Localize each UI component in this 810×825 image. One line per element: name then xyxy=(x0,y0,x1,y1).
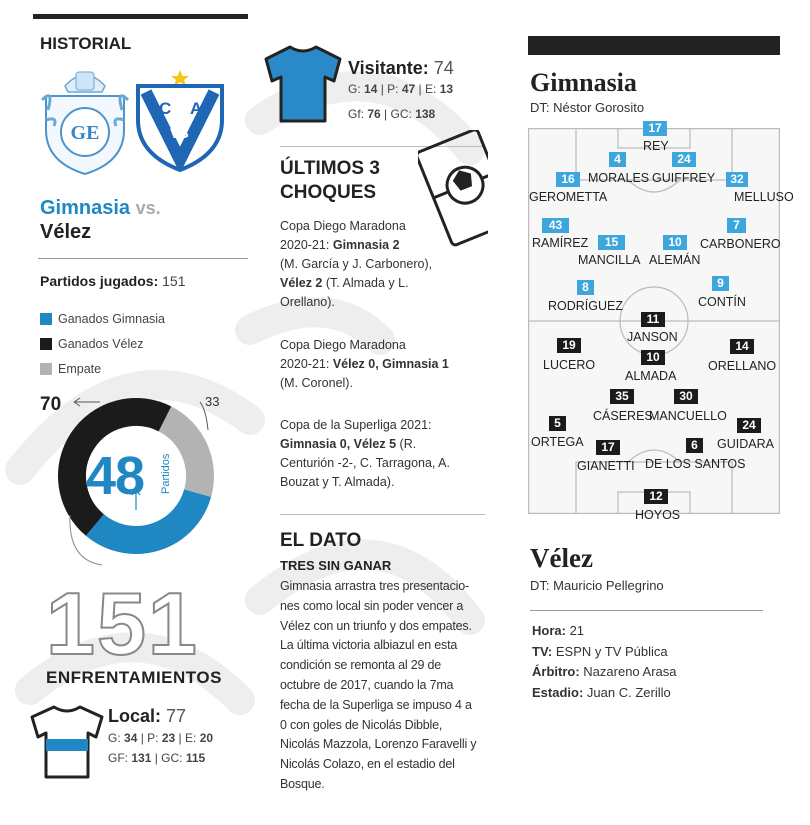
dato-title: EL DATO xyxy=(280,530,362,551)
local-goals: GF: 131 | GC: 115 xyxy=(108,751,206,765)
player-name: GIANETTI xyxy=(577,459,635,473)
gimnasia-title: Gimnasia xyxy=(530,68,637,97)
legend-item xyxy=(40,331,165,356)
stat-value: 76 xyxy=(367,107,381,121)
match-info xyxy=(532,621,677,703)
legend-label: Ganados Gimnasia xyxy=(58,311,166,326)
dato-line: La última victoria albiazul en esta xyxy=(280,638,458,653)
velez-dt: DT: Mauricio Pellegrino xyxy=(530,578,664,593)
player-name: ORELLANO xyxy=(708,359,777,373)
local-stats: G: 34 | P: 23 | E: 20 xyxy=(108,731,214,745)
donut-label-velez: 70 xyxy=(40,394,62,415)
stat-label: GC: xyxy=(161,751,183,765)
svg-text:C: C xyxy=(159,99,172,118)
stat-value: 34 xyxy=(124,731,138,745)
dato-line: Vélez con un triunfo y dos empates. xyxy=(280,618,472,633)
player-number: 24 xyxy=(672,152,696,167)
player-number: 9 xyxy=(712,276,729,291)
visitante-line xyxy=(348,58,454,79)
legend-label: Ganados Vélez xyxy=(58,336,144,351)
player-name: MANCUELLO xyxy=(649,409,727,423)
gimnasia-dt: DT: Néstor Gorosito xyxy=(530,100,645,115)
match-cup: Copa Diego Maradona xyxy=(280,219,406,233)
player-number: 15 xyxy=(598,235,625,250)
big-total-label: ENFRENTAMIENTOS xyxy=(46,668,222,687)
match-scorers: Orellano). xyxy=(280,295,335,309)
player-name: REY xyxy=(643,139,669,153)
historial-title: HISTORIAL xyxy=(40,34,132,53)
top-rule-left xyxy=(33,14,248,19)
match-scorers: (M. Coronel). xyxy=(280,376,353,390)
match-scorers: Bouzat y T. Almada). xyxy=(280,475,395,489)
dato-body xyxy=(280,577,495,795)
legend-swatch-empate xyxy=(40,363,52,375)
local-label: Local: xyxy=(108,706,162,726)
dato-line: 0 con goles de Nicolás Dibble, xyxy=(280,717,443,732)
ultimos-title xyxy=(280,157,380,205)
legend-item xyxy=(40,356,165,381)
player-number: 30 xyxy=(674,389,698,404)
dato-line: nes como local sin poder vencer a xyxy=(280,598,464,613)
match-3 xyxy=(280,416,490,492)
player-number: 32 xyxy=(726,172,748,187)
stat-label: P: xyxy=(147,731,159,745)
played-label: Partidos jugados: xyxy=(40,273,159,289)
stat-value: 13 xyxy=(439,82,454,96)
player-number: 17 xyxy=(596,440,620,455)
player-name: CARBONERO xyxy=(700,237,781,251)
stat-value: 20 xyxy=(199,731,214,745)
player-name: HOYOS xyxy=(635,508,681,522)
stat-label: E: xyxy=(185,731,197,745)
visitante-stats: G: 14 | P: 47 | E: 13 xyxy=(348,82,454,96)
visitante-jersey-icon xyxy=(262,43,344,125)
player-number: 8 xyxy=(577,280,594,295)
player-number: 4 xyxy=(609,152,626,167)
match-year: 2020-21: xyxy=(280,238,330,252)
stat-value: 138 xyxy=(415,107,436,121)
matchup-line1 xyxy=(40,197,161,220)
player-number: 12 xyxy=(644,489,668,504)
legend-swatch-gimnasia xyxy=(40,313,52,325)
team-home-name: Gimnasia xyxy=(40,197,131,219)
stat-label: P: xyxy=(387,82,399,96)
player-name: RAMÍREZ xyxy=(532,236,589,250)
dato-line: Bosque. xyxy=(280,776,325,791)
svg-text:A: A xyxy=(190,99,203,118)
player-name: CONTÍN xyxy=(698,295,746,309)
player-name: GUIDARA xyxy=(717,437,774,451)
velez-crest-logo xyxy=(134,68,226,172)
match-scorers: (R. xyxy=(399,437,417,451)
match-1 xyxy=(280,217,485,312)
stat-label: GC: xyxy=(390,107,412,121)
player-number: 14 xyxy=(730,339,754,354)
match-score: Gimnasia 0, Vélez 5 xyxy=(280,437,397,451)
player-name: JANSON xyxy=(627,330,678,344)
stat-label: E: xyxy=(425,82,437,96)
match-cup: Copa de la Superliga 2021: xyxy=(280,418,432,432)
top-bar-right xyxy=(528,36,780,55)
played-value: 151 xyxy=(162,273,186,289)
visitante-value: 74 xyxy=(433,58,454,78)
match-score: Vélez 2 xyxy=(280,276,323,290)
stat-value: 14 xyxy=(364,82,378,96)
player-number: 10 xyxy=(663,235,687,250)
visitante-label: Visitante: xyxy=(348,58,429,78)
info-label: Estadio: xyxy=(532,684,584,700)
player-name: GEROMETTA xyxy=(529,190,608,204)
dato-line: Nicolás Mazzola, Lorenzo Faravelli y xyxy=(280,737,477,752)
match-scorers: (T. Almada y L. xyxy=(325,276,409,290)
svg-text:VS: VS xyxy=(170,125,189,141)
local-line xyxy=(108,706,186,727)
dato-line: condición se remonta al 29 de xyxy=(280,658,441,673)
stat-value: 131 xyxy=(131,751,152,765)
player-name: MORALES xyxy=(588,171,650,185)
stat-label: G: xyxy=(348,82,361,96)
match-scorers: (M. García y J. Carbonero), xyxy=(280,257,433,271)
svg-text:GE: GE xyxy=(70,122,100,144)
dato-line: Gimnasia arrastra tres presentacio- xyxy=(280,579,469,593)
visitante-goals: Gf: 76 | GC: 138 xyxy=(348,107,436,121)
stat-value: 47 xyxy=(401,82,416,96)
info-value: Juan C. Zerillo xyxy=(586,684,671,700)
stat-value: 23 xyxy=(161,731,176,745)
player-name: MELLUSO xyxy=(734,190,794,204)
match-year: 2020-21: xyxy=(280,357,330,371)
info-label: Árbitro: xyxy=(532,664,580,679)
player-name: GUIFFREY xyxy=(652,171,716,185)
local-jersey-icon xyxy=(28,703,106,781)
dato-line: fecha de la Superliga se impuso 4 a xyxy=(280,697,472,712)
player-name: LUCERO xyxy=(543,358,596,372)
player-name: DE LOS SANTOS xyxy=(645,457,746,471)
team-away-name: Vélez xyxy=(40,221,92,243)
stat-label: GF: xyxy=(108,751,128,765)
info-value: ESPN y TV Pública xyxy=(555,643,668,659)
player-name: RODRÍGUEZ xyxy=(548,299,623,313)
player-number: 19 xyxy=(557,338,581,353)
player-name: ORTEGA xyxy=(531,435,584,449)
divider xyxy=(530,610,763,611)
donut-label-empate: 33 xyxy=(205,394,220,409)
player-number: 10 xyxy=(641,350,665,365)
match-score: Vélez 0, Gimnasia 1 xyxy=(332,357,449,371)
player-name: CÁSERES xyxy=(593,409,653,423)
info-label: Hora: xyxy=(532,623,566,638)
legend-item xyxy=(40,306,165,331)
ultimos-title-line1: ÚLTIMOS 3 xyxy=(280,158,380,179)
player-number: 43 xyxy=(542,218,569,233)
player-number: 17 xyxy=(643,121,667,136)
player-number: 16 xyxy=(556,172,580,187)
match-score: Gimnasia 2 xyxy=(332,238,400,252)
played-line xyxy=(40,273,185,289)
dato-line: Nicolás Colazo, en el estadio del xyxy=(280,757,455,772)
player-number: 5 xyxy=(549,416,566,431)
player-name: MANCILLA xyxy=(578,253,641,267)
legend xyxy=(40,306,165,381)
match-cup: Copa Diego Maradona xyxy=(280,338,406,352)
match-2 xyxy=(280,336,485,393)
divider xyxy=(38,258,248,259)
velez-title: Vélez xyxy=(530,543,593,573)
vs-label: vs. xyxy=(135,198,161,218)
legend-swatch-velez xyxy=(40,338,52,350)
match-scorers: Centurión -2-, C. Tarragona, A. xyxy=(280,456,450,470)
ultimos-title-line2: CHOQUES xyxy=(280,182,377,203)
big-total-number: 151 xyxy=(46,574,199,673)
donut-center-unit: Partidos xyxy=(160,453,172,494)
donut-center-number: 48 xyxy=(86,446,145,506)
player-number: 24 xyxy=(737,418,761,433)
player-number: 35 xyxy=(610,389,634,404)
legend-label: Empate xyxy=(58,361,102,376)
player-number: 6 xyxy=(686,438,703,453)
divider xyxy=(280,514,485,515)
player-number: 11 xyxy=(641,312,665,327)
dato-subtitle: TRES SIN GANAR xyxy=(280,558,392,573)
player-name: ALEMÁN xyxy=(649,253,701,267)
info-value: 21 xyxy=(569,623,585,638)
stat-value: 115 xyxy=(185,751,206,765)
gimnasia-crest-logo xyxy=(40,60,130,178)
player-name: ALMADA xyxy=(625,369,677,383)
info-value: Nazareno Arasa xyxy=(583,664,677,679)
info-label: TV: xyxy=(532,643,553,659)
stat-label: G: xyxy=(108,731,121,745)
dato-line: octubre de 2017, cuando la 7ma xyxy=(280,677,454,692)
local-value: 77 xyxy=(166,706,187,726)
player-number: 7 xyxy=(727,218,746,233)
stat-label: Gf: xyxy=(348,107,365,121)
